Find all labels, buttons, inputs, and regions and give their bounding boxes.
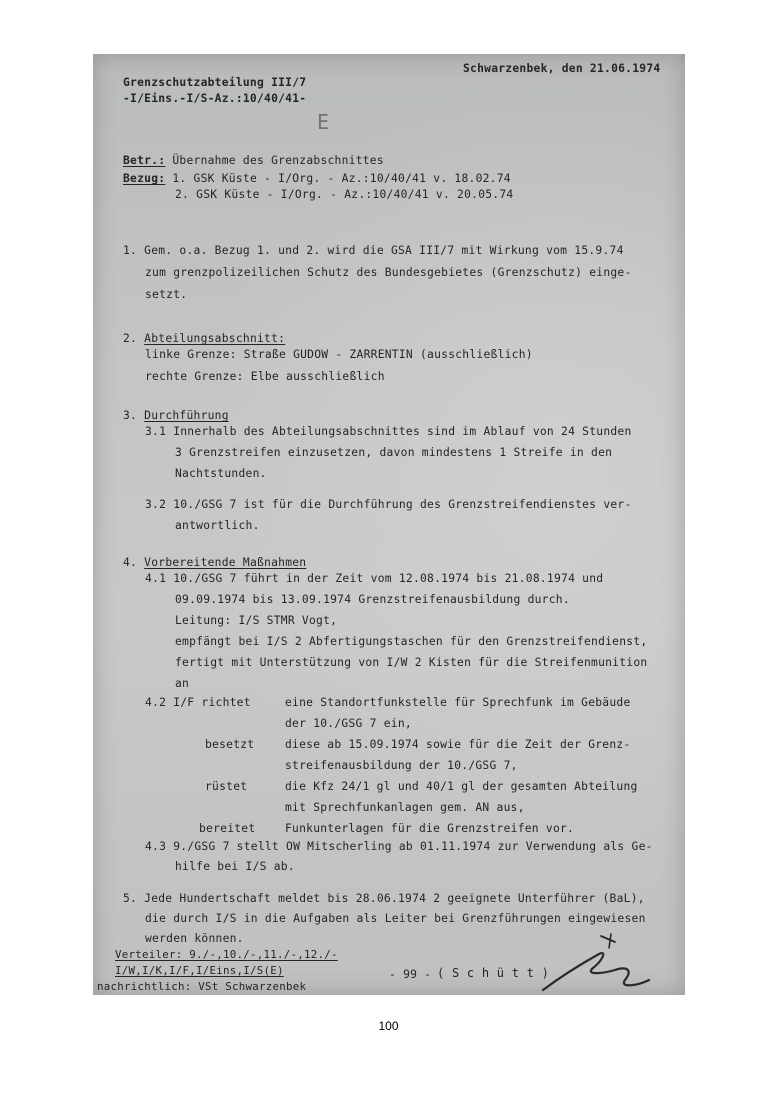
place-date: Schwarzenbek, den 21.06.1974 [463, 62, 661, 75]
section-2-line-1: linke Grenze: Straße GUDOW - ZARRENTIN (ausschließlich) [145, 348, 533, 361]
file-mark: - 99 - [389, 968, 432, 981]
section-5-line-3: werden können. [145, 932, 244, 945]
unit-name: Grenzschutzabteilung III/7 [123, 76, 307, 89]
section-3-2-line-1: 3.2 10./GSG 7 ist für die Durchführung des Grenzstreifendienstes ver- [145, 498, 632, 511]
section-5-line-2: die durch I/S in die Aufgaben als Leiter bei Grenzführungen eingewiesen [145, 912, 646, 925]
distribution-line-1: Verteiler: 9./-,10./-,11./-,12./- [115, 948, 338, 961]
section-4-heading [123, 556, 306, 569]
section-4-1-line-1: 4.1 10./GSG 7 führt in der Zeit vom 12.08.1974 bis 21.08.1974 und [145, 572, 604, 585]
scanned-document [93, 54, 685, 995]
distribution-line-2: I/W,I/K,I/F,I/Eins,I/S(E) [115, 964, 284, 977]
distribution-line-3: nachrichtlich: VSt Schwarzenbek [97, 980, 307, 993]
section-3-heading [123, 409, 229, 422]
section-2-number: 2. [123, 332, 138, 345]
section-4-1-line-6: an [175, 677, 190, 690]
section-4-1-line-3: Leitung: I/S STMR Vogt, [175, 614, 338, 627]
section-4-1-line-5: fertigt mit Unterstützung von I/W 2 Kisten für die Streifenmunition [175, 656, 648, 669]
reference-text-1: 1. GSK Küste - I/Org. - Az.:10/40/41 v. 18.02.74 [172, 172, 511, 185]
section-4-2-bereitet: bereitet [199, 822, 256, 835]
section-4-2-line-3: diese ab 15.09.1974 sowie für die Zeit der Grenz- [285, 738, 631, 751]
section-2-line-2: rechte Grenze: Elbe ausschließlich [145, 370, 385, 383]
section-4-2-line-7: Funkunterlagen für die Grenzstreifen vor. [285, 822, 575, 835]
reference-text-2: 2. GSK Küste - I/Org. - Az.:10/40/41 v. 20.05.74 [175, 188, 514, 201]
section-4-3-line-1: 4.3 9./GSG 7 stellt OW Mitscherling ab 01.11.1974 zur Verwendung als Ge- [145, 840, 653, 853]
section-4-2-label: 4.2 I/F richtet [145, 696, 251, 709]
reference-line-1 [123, 172, 511, 185]
section-1-line-3: setzt. [145, 288, 188, 301]
section-4-title: Vorbereitende Maßnahmen [144, 556, 307, 569]
section-1-line-2: zum grenzpolizeilichen Schutz des Bundesgebietes (Grenzschutz) einge- [145, 266, 632, 279]
section-4-number: 4. [123, 556, 138, 569]
section-3-number: 3. [123, 409, 138, 422]
subject-text: Übernahme des Grenzabschnittes [172, 154, 384, 167]
section-4-1-line-2: 09.09.1974 bis 13.09.1974 Grenzstreifenausbildung durch. [175, 593, 570, 606]
section-3-title: Durchführung [144, 409, 229, 422]
subject-line [123, 154, 384, 167]
section-4-3-line-2: hilfe bei I/S ab. [175, 860, 295, 873]
section-4-2-line-5: die Kfz 24/1 gl und 40/1 gl der gesamten Abteilung [285, 780, 638, 793]
signer-name: ( S c h ü t t ) [437, 966, 550, 980]
section-3-2-line-2: antwortlich. [175, 519, 260, 532]
section-4-2-line-4: streifenausbildung der 10./GSG 7, [285, 759, 518, 772]
subject-label: Betr.: [123, 154, 166, 167]
section-4-2-besetzt: besetzt [205, 738, 255, 751]
reference-label: Bezug: [123, 172, 166, 185]
signature-scribble [541, 930, 661, 995]
section-5-line-1: 5. Jede Hundertschaft meldet bis 28.06.1974 2 geeignete Unterführer (BaL), [123, 892, 645, 905]
section-4-2-line-1: eine Standortfunkstelle für Sprechfunk im Gebäude [285, 696, 631, 709]
section-2-title: Abteilungsabschnitt: [144, 332, 286, 345]
section-3-1-line-1: 3.1 Innerhalb des Abteilungsabschnittes sind im Ablauf von 24 Stunden [145, 425, 632, 438]
section-3-1-line-2: 3 Grenzstreifen einzusetzen, davon mindestens 1 Streife in den [175, 446, 613, 459]
section-4-2-line-6: mit Sprechfunkanlagen gem. AN aus, [285, 801, 525, 814]
section-1-line-1: 1. Gem. o.a. Bezug 1. und 2. wird die GSA III/7 mit Wirkung vom 15.9.74 [123, 244, 624, 257]
section-4-1-line-4: empfängt bei I/S 2 Abfertigungstaschen für den Grenzstreifendienst, [175, 635, 648, 648]
section-4-2-ruestet: rüstet [205, 780, 248, 793]
page-number: 100 [378, 1019, 399, 1033]
section-2-heading [123, 332, 285, 345]
section-3-1-line-3: Nachtstunden. [175, 467, 267, 480]
stamp-mark: E [317, 110, 342, 134]
section-4-2-line-2: der 10./GSG 7 ein, [285, 717, 412, 730]
reference-number: -I/Eins.-I/S-Az.:10/40/41- [123, 92, 307, 105]
